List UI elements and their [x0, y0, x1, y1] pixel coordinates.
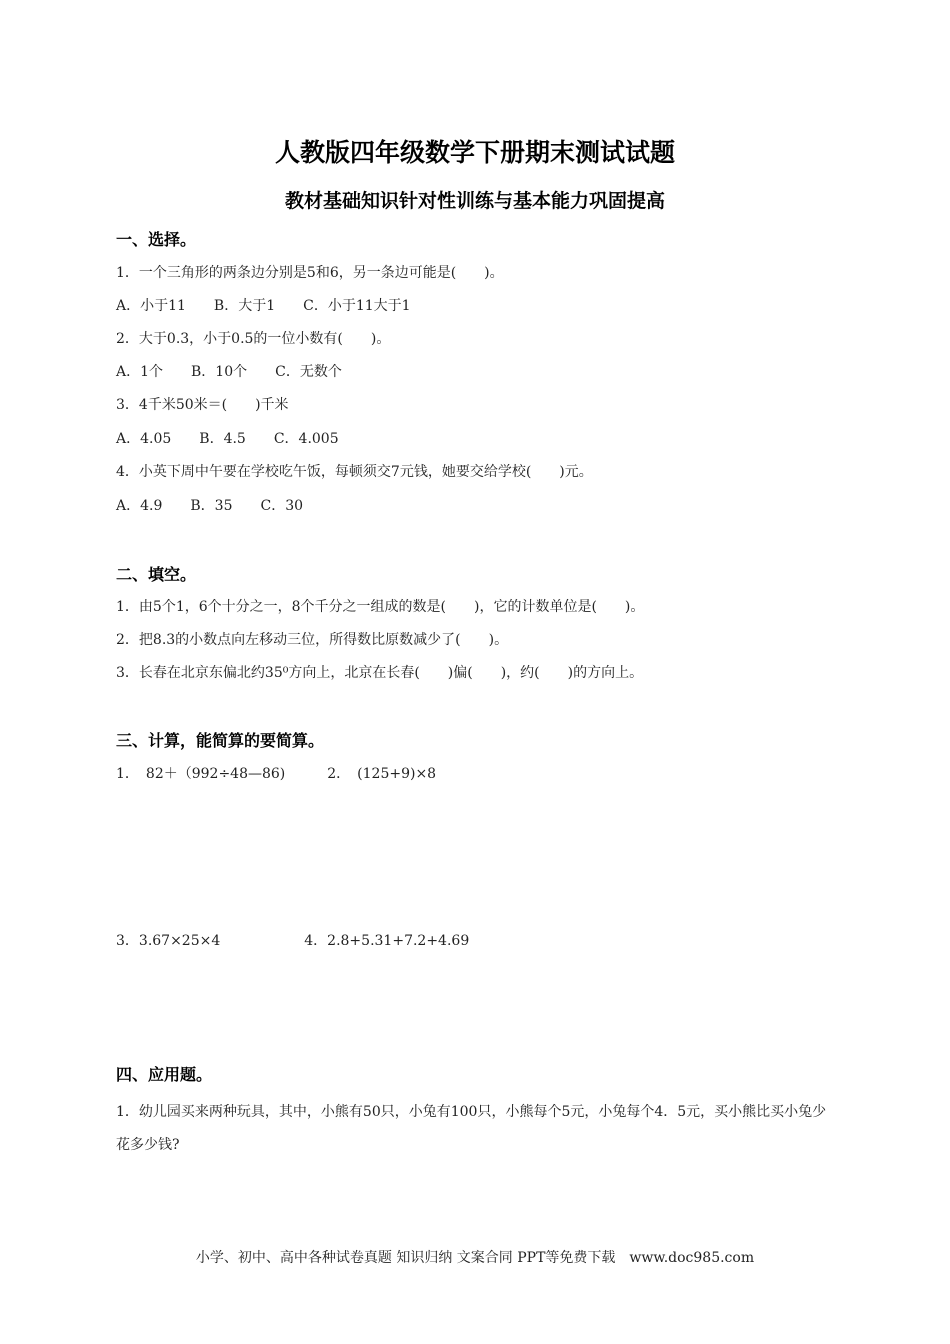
section-heading-fill: 二、填空。	[116, 565, 197, 584]
section-heading-choice: 一、选择。	[116, 230, 197, 249]
section-heading-application: 四、应用题。	[116, 1065, 213, 1084]
question-line: 3．4千米50米＝( )千米	[116, 397, 289, 413]
question-line: 1．一个三角形的两条边分别是5和6，另一条边可能是( )。	[116, 265, 504, 281]
section-heading-calc: 三、计算，能简算的要简算。	[116, 731, 325, 750]
question-line: 3．长春在北京东偏北约35⁰方向上，北京在长春( )偏( )，约( )的方向上。	[116, 665, 644, 681]
option-line: A．小于11 B．大于1 C．小于11大于1	[116, 298, 411, 314]
question-line: 1．由5个1，6个十分之一，8个千分之一组成的数是( )，它的计数单位是( )。	[116, 599, 645, 615]
option-line: A．1个 B．10个 C．无数个	[116, 364, 342, 380]
option-line: A．4.9 B．35 C．30	[116, 498, 304, 514]
question-line: 2．把8.3的小数点向左移动三位，所得数比原数减少了( )。	[116, 632, 509, 648]
option-line: A．4.05 B．4.5 C．4.005	[116, 431, 339, 447]
question-line: 3．3.67×25×4 4．2.8+5.31+7.2+4.69	[116, 933, 470, 949]
question-line: 1． 82＋（992÷48—86) 2． (125+9)×8	[116, 766, 437, 782]
document-subtitle: 教材基础知识针对性训练与基本能力巩固提高	[284, 190, 665, 212]
question-line: 1．幼儿园买来两种玩具，其中，小熊有50只，小兔有100只，小熊每个5元，小兔每个4．5元，买小熊比买小兔少花多少钱?	[116, 1104, 827, 1153]
document-title: 人教版四年级数学下册期末测试试题	[274, 138, 675, 167]
page-footer: 小学、初中、高中各种试卷真题 知识归纳 文案合同 PPT等免费下载 www.doc985.com	[195, 1250, 755, 1266]
question-line: 4．小英下周中午要在学校吃午饭，每顿须交7元钱，她要交给学校( )元。	[116, 464, 593, 480]
question-line: 2．大于0.3，小于0.5的一位小数有( )。	[116, 331, 391, 347]
